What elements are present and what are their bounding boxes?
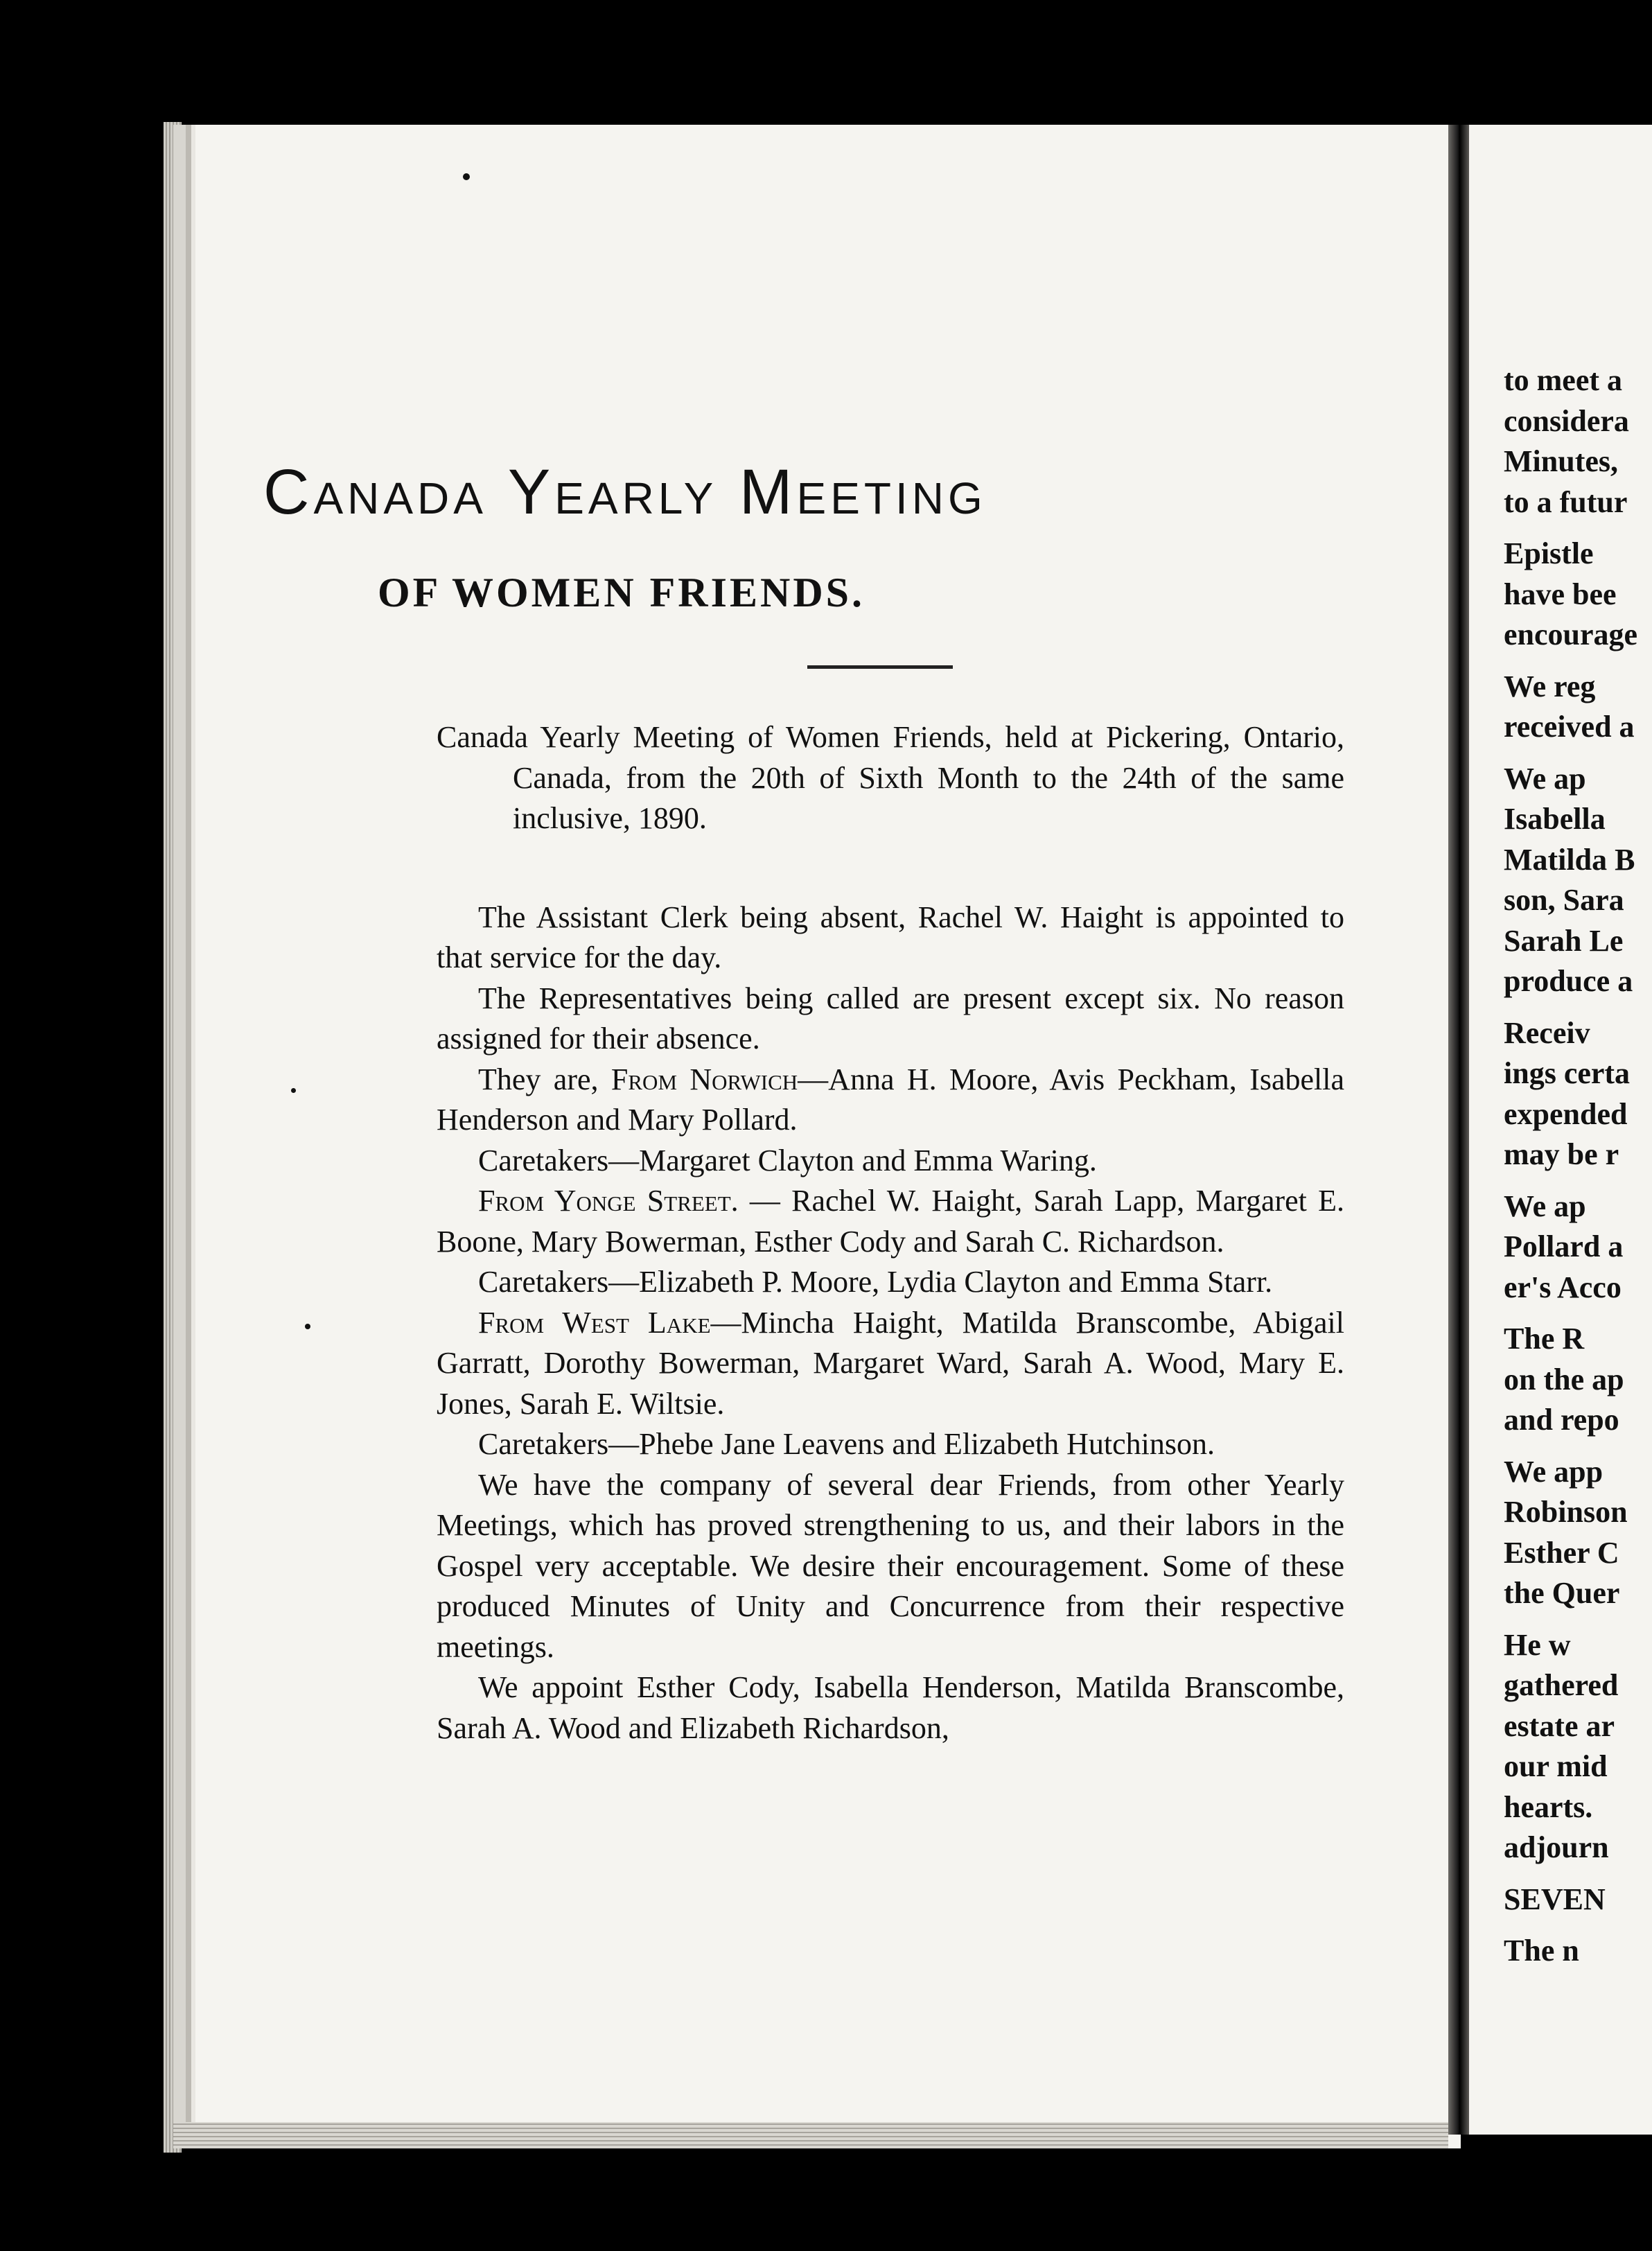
names-west-lake: —Mincha Haight, Matilda Branscombe, Abigail Garratt, Dorothy Bowerman, Margaret Ward, Sarah A. Wood, Mary E. Jones, Sarah E. Wiltsie. [437, 1305, 1344, 1421]
right-page-line: Receiv [1504, 1015, 1590, 1050]
right-page-line: expended [1504, 1096, 1628, 1131]
place-west-lake: From West Lake [478, 1305, 711, 1340]
right-page-line: Epistle [1504, 536, 1594, 570]
right-page-line: estate ar [1504, 1708, 1615, 1743]
right-page-line: Esther C [1504, 1535, 1619, 1570]
ink-speck [291, 1088, 296, 1093]
right-page-text [1504, 360, 1652, 1972]
right-page-gap [1504, 1868, 1652, 1880]
right-page-gap [1504, 1308, 1652, 1319]
right-page-line: SEVEN [1504, 1882, 1606, 1916]
right-page-line: our mid [1504, 1749, 1608, 1783]
paragraph-west-lake [437, 1303, 1344, 1425]
right-page-line: the Quer [1504, 1576, 1620, 1610]
right-page-line: encourage [1504, 618, 1638, 651]
paragraph-representatives: The Representatives being called are present except six. No reason assigned for their absence. [437, 981, 1344, 1056]
place-norwich: From Norwich [610, 1062, 798, 1096]
right-page-gap [1504, 656, 1652, 667]
right-page [1469, 125, 1652, 2135]
right-page-line: We reg [1504, 669, 1596, 703]
place-yonge-street: From Yonge Street. [478, 1184, 739, 1218]
page-subtitle: OF WOMEN FRIENDS. [378, 570, 865, 615]
right-page-gap [1504, 523, 1652, 534]
page-bottom-edge [173, 2122, 1448, 2148]
right-page-line: have bee [1504, 577, 1617, 611]
right-page-line: Sarah Le [1504, 923, 1624, 958]
paragraph-caretakers-norwich: Caretakers—Margaret Clayton and Emma Waring. [478, 1143, 1097, 1177]
right-page-line: He w [1504, 1627, 1571, 1662]
paragraph-appointments: We appoint Esther Cody, Isabella Henderson, Matilda Branscombe, Sarah A. Wood and Elizabeth Richardson, [437, 1670, 1344, 1745]
right-page-line: Pollard a [1504, 1229, 1624, 1263]
right-page-line: to meet a [1504, 363, 1623, 397]
names-norwich: —Anna H. Moore, Avis Peckham, Isabella Henderson and Mary Pollard. [437, 1062, 1345, 1137]
right-page-line: to a futur [1504, 484, 1628, 519]
intro-paragraph: Canada Yearly Meeting of Women Friends, held at Pickering, Ontario, Canada, from the 20th of Sixth Month to the 24th of the same inclusive, 1890. [437, 720, 1344, 835]
paragraph-assistant-clerk: The Assistant Clerk being absent, Rachel W. Haight is appointed to that service for the day. [437, 900, 1344, 974]
right-page-line: produce a [1504, 964, 1633, 998]
right-page-line: er's Acco [1504, 1270, 1622, 1304]
ink-speck [463, 173, 470, 180]
right-page-line: We ap [1504, 1189, 1586, 1223]
right-page-line: Isabella [1504, 802, 1606, 836]
ink-speck [305, 1324, 310, 1329]
right-page-gap [1504, 1614, 1652, 1625]
right-page-gap [1504, 1002, 1652, 1013]
right-page-gap [1504, 1441, 1652, 1452]
paragraph-caretakers-yonge-street: Caretakers—Elizabeth P. Moore, Lydia Clayton and Emma Starr. [478, 1265, 1273, 1299]
right-page-line: ings certa [1504, 1056, 1631, 1090]
names-yonge-street: — Rachel W. Haight, Sarah Lapp, Margaret E. Boone, Mary Bowerman, Esther Cody and Sarah C. Richardson. [437, 1184, 1344, 1259]
right-page-line: on the ap [1504, 1362, 1624, 1396]
title-rule [807, 665, 953, 669]
right-page-line: gathered [1504, 1668, 1619, 1702]
right-page-line: son, Sara [1504, 883, 1624, 917]
paragraph-visiting-friends: We have the company of several dear Friends, from other Yearly Meetings, which has proved strengthening to us, and their labors in the Gospel very acceptable. We desire their encouragement. Some of these produced Minutes of Unity and Concurrence from their respective meetings. [437, 1467, 1344, 1664]
right-page-line: Minutes, [1504, 444, 1618, 478]
right-page-line: may be r [1504, 1137, 1619, 1171]
page-title: Canada Yearly Meeting [263, 457, 987, 527]
right-page-line: The n [1504, 1934, 1579, 1968]
right-page-line: The R [1504, 1322, 1585, 1356]
right-page-line: received a [1504, 710, 1635, 744]
book-gutter [1448, 125, 1469, 2135]
paragraph-yonge-street [437, 1181, 1344, 1262]
right-page-line: We ap [1504, 761, 1586, 796]
right-page-line: considera [1504, 403, 1629, 438]
body-text [437, 707, 1344, 1749]
paragraph-lead: They are, [478, 1062, 599, 1096]
paragraph-caretakers-west-lake: Caretakers—Phebe Jane Leavens and Elizabeth Hutchinson. [478, 1427, 1215, 1461]
right-page-line: adjourn [1504, 1830, 1609, 1864]
right-page-line: Robinson [1504, 1495, 1628, 1529]
right-page-line: Matilda B [1504, 842, 1635, 877]
right-page-gap [1504, 748, 1652, 759]
right-page-gap [1504, 1175, 1652, 1186]
right-page-line: and repo [1504, 1403, 1619, 1437]
right-page-line: hearts. [1504, 1789, 1593, 1824]
right-page-gap [1504, 1920, 1652, 1931]
paragraph-norwich [437, 1060, 1344, 1141]
right-page-line: We app [1504, 1454, 1603, 1489]
